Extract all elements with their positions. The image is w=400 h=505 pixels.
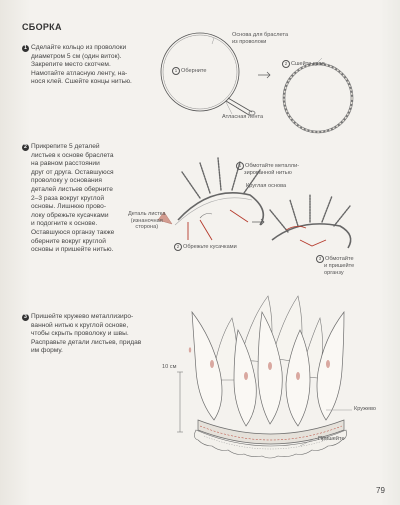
- arrow-right-1: [258, 72, 270, 78]
- finished-bracelet-illustration: [177, 296, 352, 458]
- label-wrap-metal-number: 1: [236, 162, 244, 170]
- label-lace: Кружево: [354, 406, 377, 412]
- label-wrap-metal: 1 Обмотайте металли- зированной нитью: [236, 162, 299, 177]
- step-1-number: 1: [22, 45, 29, 52]
- section-title: СБОРКА: [22, 22, 62, 32]
- label-leaf-part: Деталь листка (изнаночная сторона): [128, 211, 166, 231]
- label-height: 10 см: [162, 364, 177, 370]
- label-cut-pliers: 2 Обрежьте кусачками: [174, 243, 237, 251]
- step-3-text: 3 Пришейте кружево металлизиро- ванной нитью к круглой основе, чтобы скрыть проволоку и швы. Расправьте детали листьев, придав им форму.: [22, 313, 150, 356]
- step-1-text: 1 Сделайте кольцо из проволоки диаметром 5 см (один виток). Закрепите место скотчем. Намотайте атласную ленту, на- нося клей. Сшейте концы нитью.: [22, 44, 140, 87]
- label-sew-on: Пришейте: [318, 436, 345, 442]
- arrow-right-2: [252, 219, 264, 225]
- step-3-number: 3: [22, 314, 29, 321]
- height-dimension: [177, 372, 183, 432]
- step-2-text: 2 Прикрепите 5 деталей листьев к основе браслета на равном расстоянии друг от друга. Оставшуюся проволоку у основания деталей листьев оберните 2–3 раза вокруг круглой основы. Лишнюю прово- локу обрежьте кусачками и подогните к основе. Оставшуюся органзу также оберните вокруг круглой основы и пришейте нитью.: [22, 143, 134, 255]
- label-cut-pliers-number: 2: [174, 243, 182, 251]
- label-sew-edge-number: 2: [282, 60, 290, 68]
- cut-wire-ends: [188, 210, 248, 240]
- leader-wire-base: [212, 38, 214, 44]
- label-wrap-number: 1: [172, 67, 180, 75]
- label-round-base: Круглая основа: [246, 183, 287, 189]
- wrapped-ring: [284, 58, 352, 132]
- label-wire-base: Основа для браслета из проволоки: [232, 32, 289, 45]
- assembled-leaves-illustration: [270, 194, 351, 248]
- step-2-number: 2: [22, 144, 29, 151]
- label-satin-ribbon: Атласная лента: [222, 114, 264, 120]
- label-wrap: 1 Оберните: [172, 67, 207, 75]
- round-base-arc: [178, 193, 263, 225]
- label-sew-edge: 2 Сшейте края: [282, 60, 325, 68]
- label-wrap-sew-number: 3: [316, 255, 324, 263]
- label-wrap-sew: 3 Обмотайте и пришейте органзу: [316, 255, 354, 276]
- page-number: 79: [376, 486, 385, 495]
